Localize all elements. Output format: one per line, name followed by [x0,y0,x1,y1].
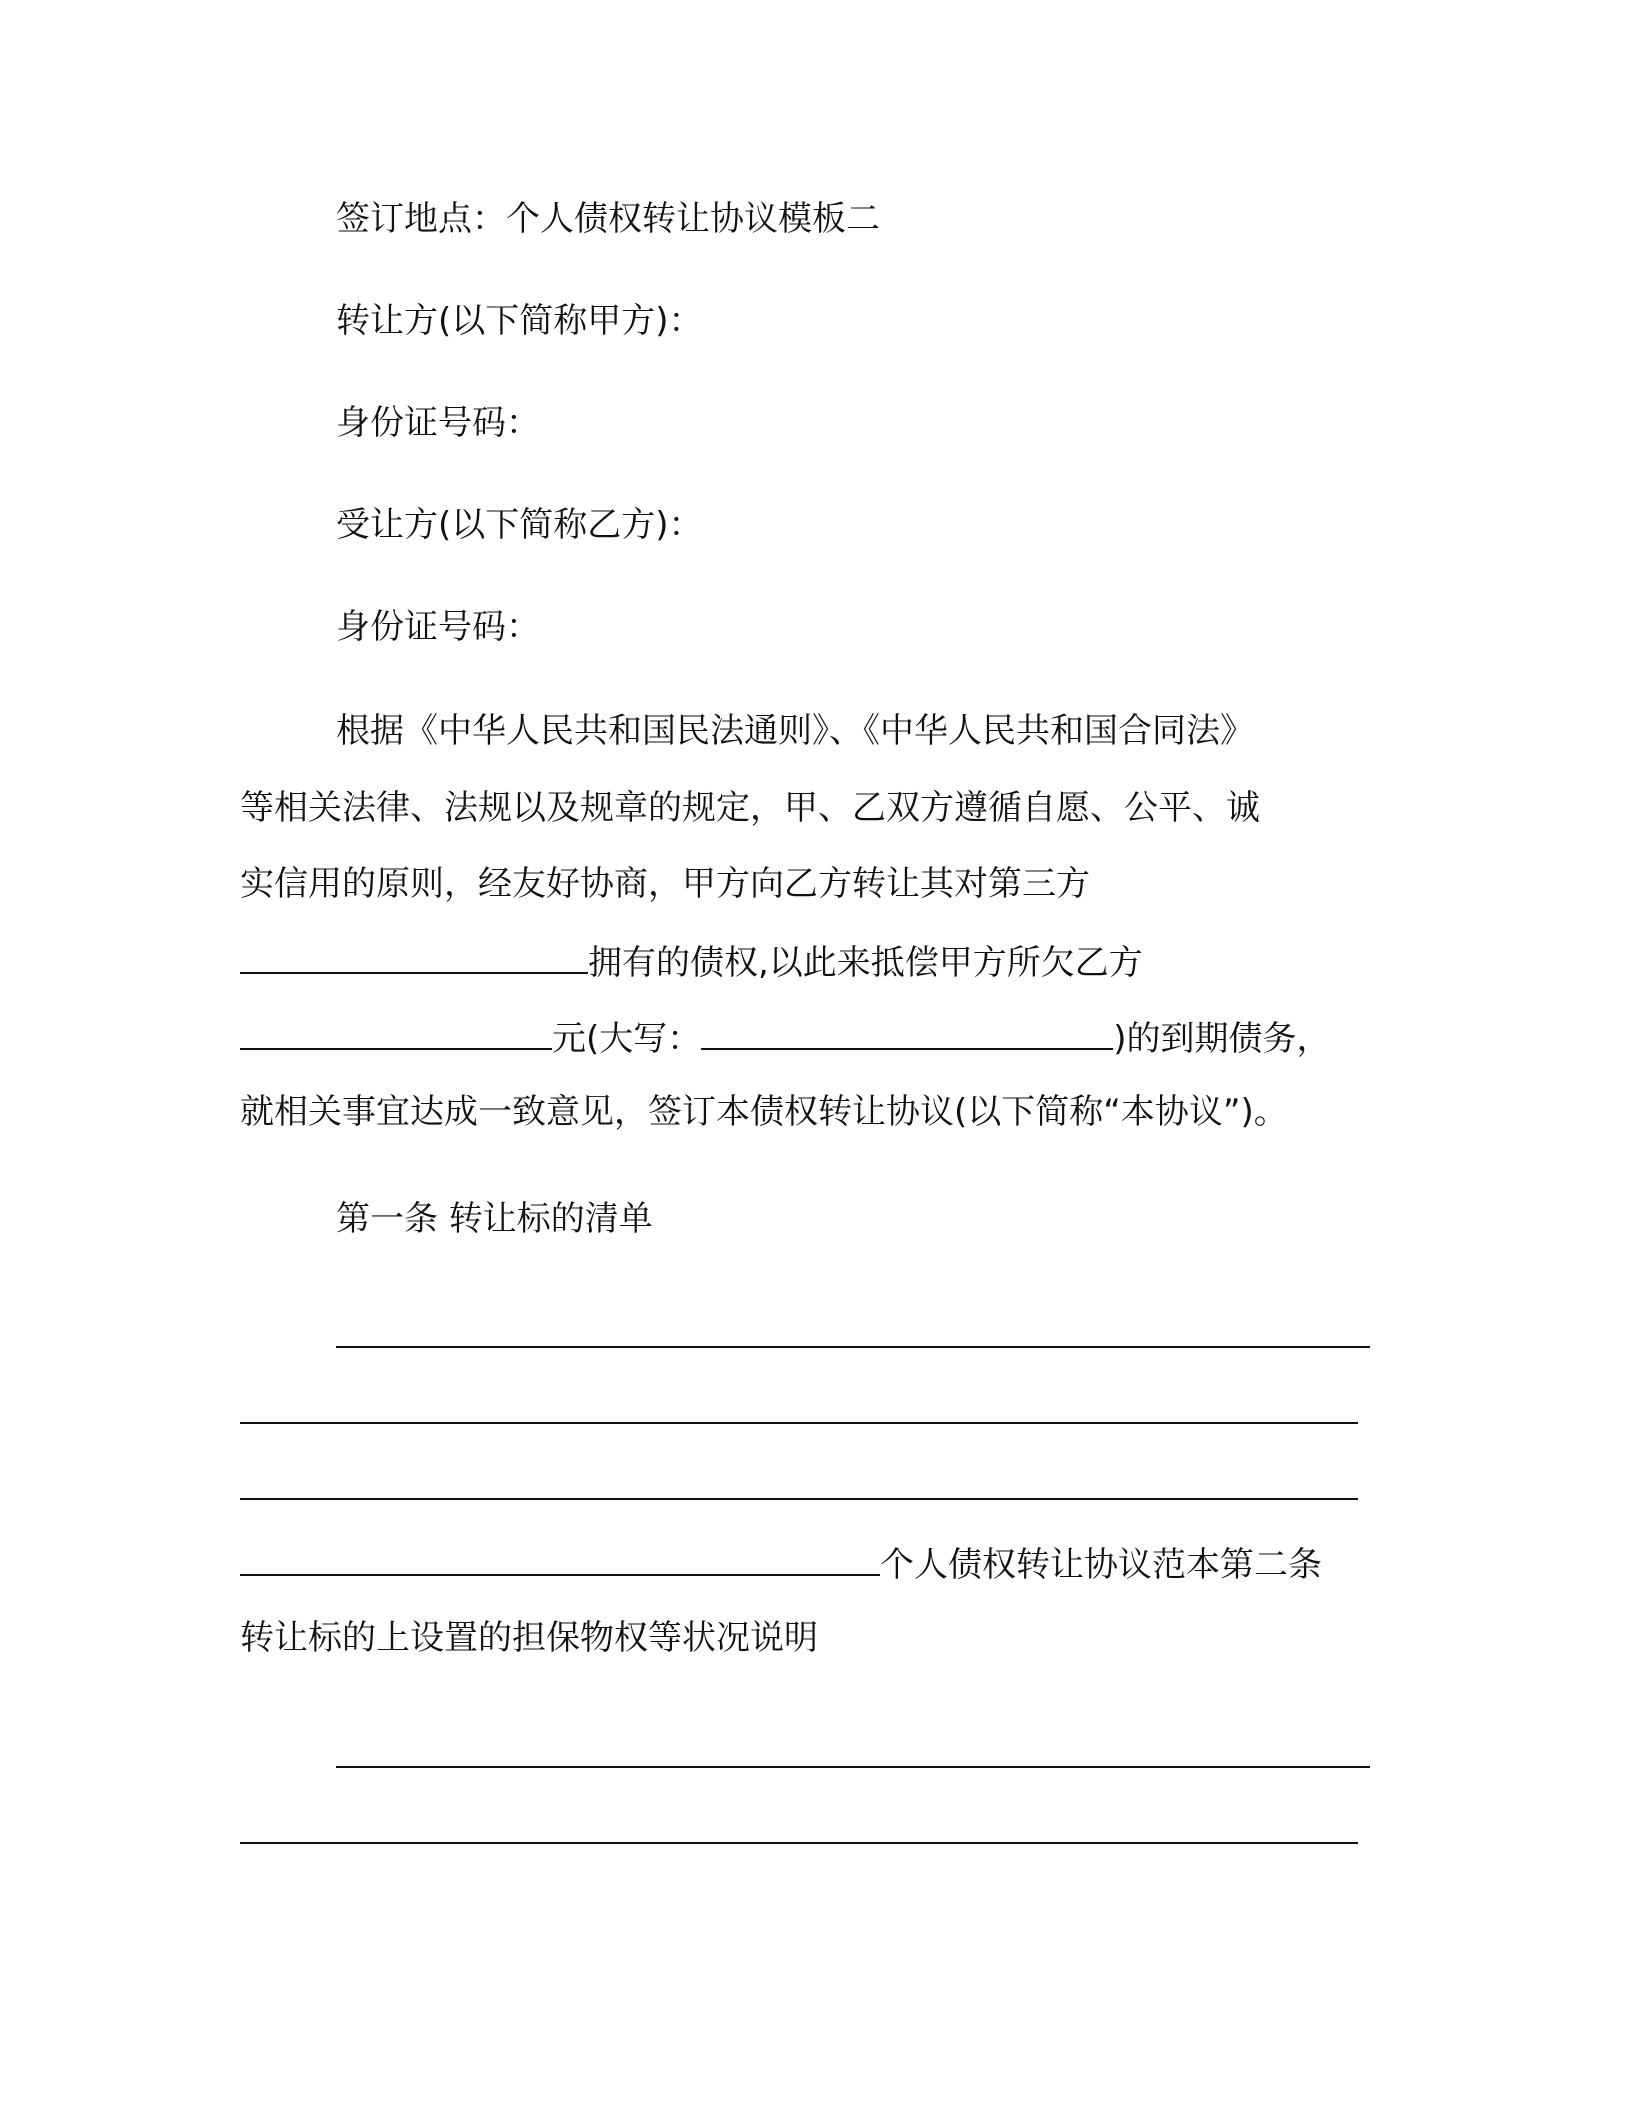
transferor-label: 转让方(以下简称甲方)： [336,301,703,341]
preamble-line-5-b: )的到期债务， [1113,1019,1331,1059]
preamble-line-1: 根据《中华人民共和国民法通则》、《中华人民共和国合同法》 [336,711,1254,751]
article-2-blank-line-2 [240,1806,1358,1857]
preamble-line-4-text: 拥有的债权,以此来抵偿甲方所欠乙方 [588,943,1143,983]
article-1-blank-3[interactable] [240,1462,1358,1500]
preamble-line-3: 实信用的原则，经友好协商，甲方向乙方转让其对第三方 [240,864,1090,904]
article-1-blank-4[interactable] [240,1538,880,1576]
article-1-blank-1[interactable] [336,1310,1370,1348]
transferee-label: 受让方(以下简称乙方)： [336,505,703,545]
preamble-line-5-a: 元(大写： [552,1019,702,1059]
article-1-blank-2[interactable] [240,1386,1358,1424]
article-2-blank-2[interactable] [240,1806,1358,1844]
signing-location: 签订地点：个人债权转让协议模板二 [336,199,880,239]
article-2-blank-line-1 [336,1730,1370,1781]
third-party-blank[interactable] [240,936,588,974]
preamble-line-6: 就相关事宜达成一致意见，签订本债权转让协议(以下简称“本协议”)。 [240,1092,1288,1132]
article-1-blank-line-2 [240,1386,1358,1437]
article-1-blank-line-3 [240,1462,1358,1513]
transferor-id-label: 身份证号码： [336,403,540,443]
amount-blank[interactable] [240,1012,552,1050]
article-1-title: 第一条 转让标的清单 [336,1199,653,1239]
article-1-blank-line-1 [336,1310,1370,1361]
article-2-heading-start: 个人债权转让协议范本第二条 [880,1545,1322,1585]
amount-words-blank[interactable] [701,1012,1113,1050]
article-2-blank-1[interactable] [336,1730,1370,1768]
article-1-blank-line-4 [240,1538,1322,1589]
preamble-line-5 [240,1012,1331,1063]
article-2-heading-end: 转让标的上设置的担保物权等状况说明 [240,1618,818,1658]
preamble-line-2: 等相关法律、法规以及规章的规定，甲、乙双方遵循自愿、公平、诚 [240,788,1260,828]
preamble-line-4 [240,936,1143,987]
transferee-id-label: 身份证号码： [336,607,540,647]
